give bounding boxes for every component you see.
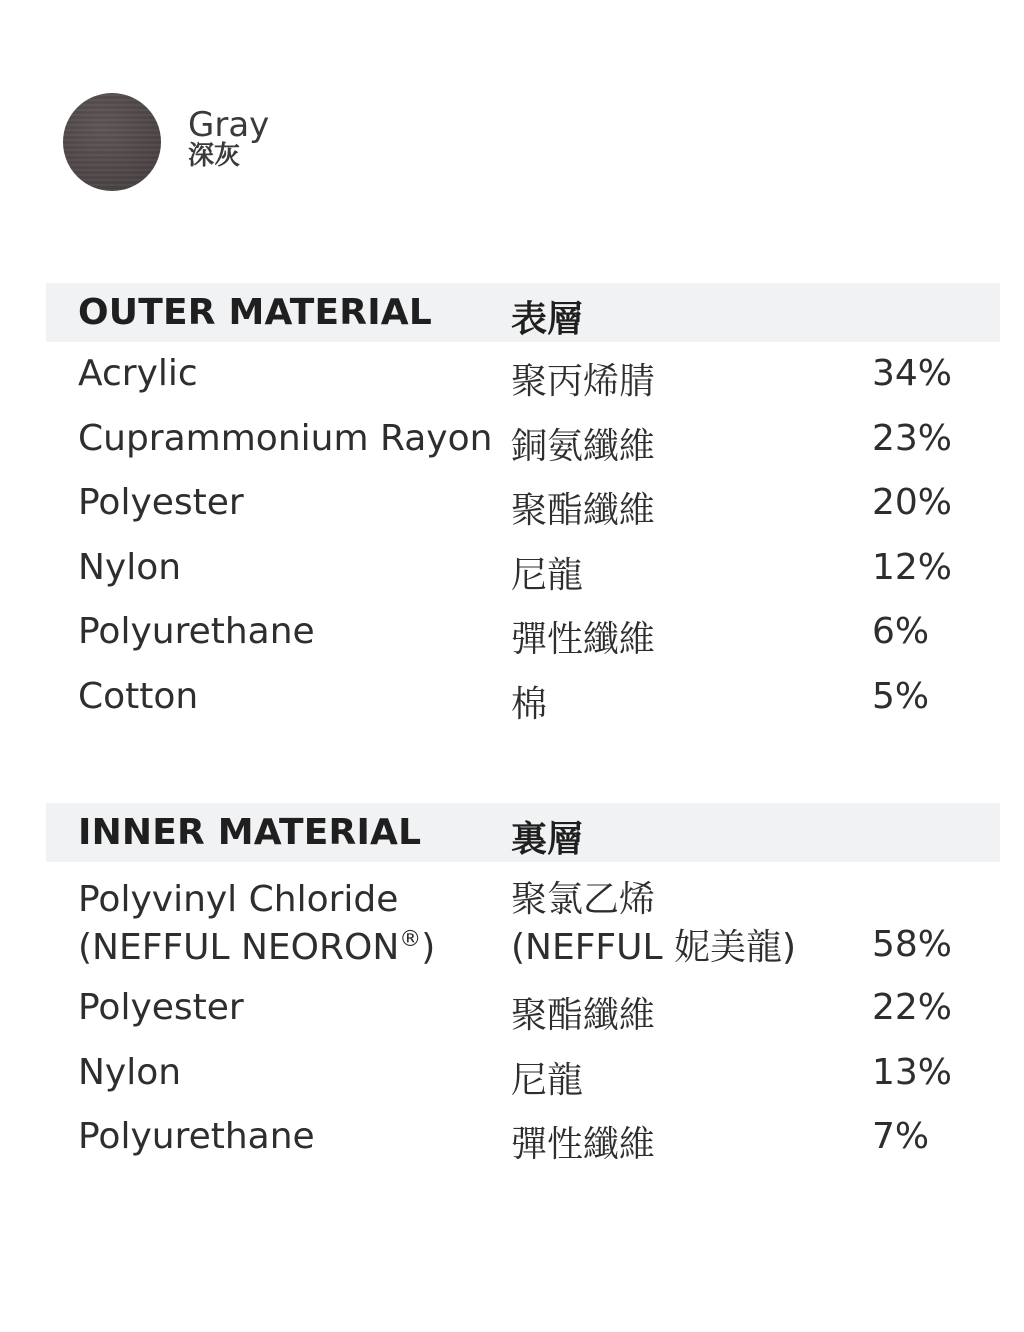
material-row <box>46 665 1000 730</box>
material-percentage: 22% <box>872 987 953 1028</box>
inner-header-en: INNER MATERIAL <box>78 812 422 853</box>
material-row <box>46 1041 1000 1106</box>
material-row <box>46 862 1000 976</box>
material-row <box>46 471 1000 536</box>
color-swatch <box>63 93 161 191</box>
registered-mark: ® <box>399 927 422 952</box>
outer-material-rows <box>46 342 1000 729</box>
material-name-en: Polyurethane <box>78 611 315 652</box>
material-percentage: 34% <box>872 353 953 394</box>
inner-material-section <box>46 803 1000 1170</box>
material-name-en-line2: (NEFFUL NEORON <box>78 927 400 968</box>
material-percentage: 13% <box>872 1051 953 1093</box>
material-name-zh: 銅氨纖維 <box>511 425 656 467</box>
material-name-en: Cotton <box>78 675 199 717</box>
outer-header-zh: 表層 <box>511 299 584 340</box>
material-row <box>46 536 1000 601</box>
material-name-zh: 聚丙烯腈 <box>511 361 656 402</box>
material-name-zh: 聚酯纖維 <box>511 995 656 1036</box>
material-percentage: 23% <box>872 417 953 459</box>
material-name-en-line1: Polyvinyl Chloride <box>78 879 399 920</box>
color-info <box>63 93 269 191</box>
material-name-zh: 彈性纖維 <box>511 1124 656 1165</box>
material-row <box>46 600 1000 665</box>
material-percentage: 12% <box>872 546 953 588</box>
material-name-zh: 棉 <box>511 683 548 725</box>
material-name-en: Nylon <box>78 1051 182 1093</box>
material-name-zh: 尼龍 <box>511 554 584 596</box>
material-percentage: 58% <box>872 924 953 965</box>
material-name-zh: 聚酯纖維 <box>511 490 656 531</box>
material-name-zh <box>511 876 796 972</box>
material-name-zh: 彈性纖維 <box>511 619 656 660</box>
material-percentage: 5% <box>872 675 930 717</box>
material-name-en: Nylon <box>78 546 182 588</box>
inner-material-rows <box>46 862 1000 1170</box>
inner-material-header <box>46 803 1000 862</box>
outer-material-header <box>46 283 1000 342</box>
inner-header-zh: 裏層 <box>511 819 584 860</box>
material-name-en-close: ) <box>421 927 436 968</box>
material-name-en: Cuprammonium Rayon <box>78 417 493 459</box>
material-percentage: 6% <box>872 611 930 652</box>
outer-material-section <box>46 283 1000 729</box>
material-name-en: Acrylic <box>78 353 198 394</box>
material-percentage: 7% <box>872 1116 930 1157</box>
material-name-en <box>78 876 435 972</box>
material-row <box>46 342 1000 407</box>
color-name-zh: 深灰 <box>188 141 241 172</box>
color-name-en: Gray <box>188 104 270 145</box>
material-percentage: 20% <box>872 482 953 523</box>
material-row <box>46 1105 1000 1170</box>
outer-header-en: OUTER MATERIAL <box>78 292 432 333</box>
material-row <box>46 976 1000 1041</box>
material-name-en: Polyurethane <box>78 1116 315 1157</box>
material-name-en: Polyester <box>78 482 244 523</box>
material-row <box>46 407 1000 472</box>
color-names <box>188 104 270 172</box>
material-name-zh-line2: (NEFFUL 妮美龍) <box>511 927 797 968</box>
material-name-en: Polyester <box>78 987 244 1028</box>
material-name-zh: 尼龍 <box>511 1059 584 1101</box>
material-name-zh-line1: 聚氯乙烯 <box>511 879 656 920</box>
